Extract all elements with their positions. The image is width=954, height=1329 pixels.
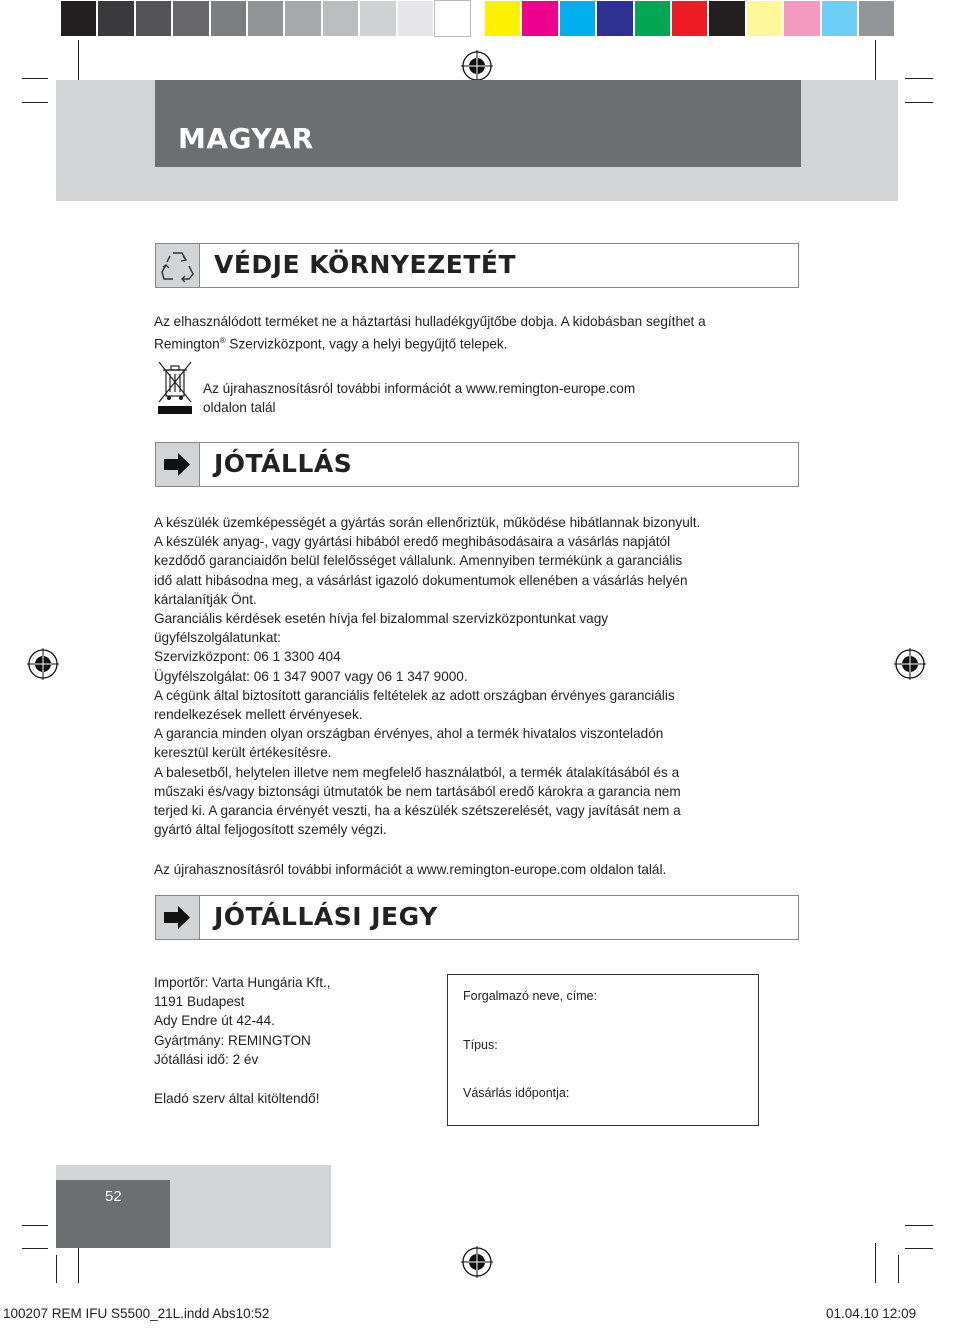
crop-mark [56, 1255, 57, 1283]
warranty-line: A készülék üzemképességét a gyártás során ellenőriztük, működése hibátlannak bizonyult. [154, 515, 701, 530]
warranty-footer-text: Az újrahasznosításról további információt a www.remington-europe.com oldalon talál. [154, 862, 667, 877]
color-swatch [596, 0, 633, 37]
warranty-line: rendelkezések mellett érvényesek. [154, 707, 363, 723]
warranty-line: A készülék anyag-, vagy gyártási hibából eredő meghibásodásaira a vásárlás napjától [154, 534, 671, 550]
color-swatch [671, 0, 708, 37]
recycle-info-text [203, 379, 635, 417]
warranty-text [154, 513, 700, 839]
warranty-line: keresztül került értékesítésre. [154, 745, 332, 761]
crop-mark [905, 1248, 933, 1249]
crop-mark [905, 1225, 933, 1226]
type-field-label: Típus: [463, 1038, 498, 1052]
warranty-line: A garancia minden olyan országban érvényes, ahol a termék hivatalos viszonteladón [154, 726, 664, 742]
warranty-line: kezdődő garanciaidőn belül felelősséget vállalunk. Amennyiben termékünk a garanciális [154, 553, 683, 569]
gray-swatch [135, 0, 172, 37]
color-swatch [858, 0, 895, 37]
seller-note: Eladó szerv által kitöltendő! [154, 1091, 320, 1106]
warranty-line: Ügyfélszolgálat: 06 1 347 9007 vagy 06 1 347 9000. [154, 668, 468, 684]
color-swatch [521, 0, 558, 37]
importer-info [154, 973, 331, 1069]
environment-line: Az elhasználódott terméket ne a háztartási hulladékgyűjtőbe dobja. A kidobásban segíthet a [154, 314, 706, 329]
section-header-warranty [155, 442, 799, 487]
gray-swatch [247, 0, 284, 37]
gray-swatch [60, 0, 97, 37]
gray-swatch [97, 0, 134, 37]
crop-mark [875, 40, 876, 85]
crop-mark [875, 1243, 876, 1283]
date-slug: 01.04.10 12:09 [826, 1306, 917, 1321]
crop-mark [905, 102, 933, 103]
warranty-line: kártalanítják Önt. [154, 591, 257, 607]
warranty-line: gyártó által feljogosított személy végzi. [154, 822, 387, 838]
color-swatch [484, 0, 521, 37]
gray-swatch [172, 0, 209, 37]
crop-mark [22, 78, 48, 79]
color-swatch [783, 0, 820, 37]
crop-mark [22, 102, 48, 103]
importer-line: Gyártmány: REMINGTON [154, 1032, 311, 1048]
environment-text [154, 312, 706, 354]
page-title: MAGYAR [178, 122, 314, 155]
recycle-info-line: Az újrahasznosításról további információt a www.remington-europe.com [203, 381, 636, 396]
arrow-right-icon [156, 896, 200, 939]
recycle-info-line: oldalon talál [203, 400, 276, 416]
warranty-line: ügyfélszolgálatunkat: [154, 630, 281, 646]
warranty-line: A balesetből, helytelen illetve nem megfelelő használatból, a termék átalakításából és a [154, 764, 680, 780]
crop-mark [898, 1255, 899, 1283]
gray-swatch [284, 0, 321, 37]
section-title: VÉDJE KÖRNYEZETÉT [214, 250, 517, 279]
registration-mark-icon [27, 648, 59, 680]
crop-mark [22, 1225, 48, 1226]
brand-name: Remington [154, 336, 220, 352]
warranty-line: műszaki és/vagy biztonsági útmutatók be nem tartásából eredő károkra a garancia nem [154, 783, 681, 799]
weee-bin-icon [155, 358, 195, 416]
environment-line [154, 331, 706, 354]
importer-line: Jótállási idő: 2 év [154, 1051, 259, 1067]
gray-swatch [434, 0, 471, 37]
gray-swatch [359, 0, 396, 37]
dealer-field-label: Forgalmazó neve, címe: [463, 989, 598, 1003]
warranty-line: A cégünk által biztosított garanciális feltételek az adott országban érvényes garanciális [154, 687, 675, 703]
warranty-line: terjed ki. A garancia érvényét veszti, ha a készülék szétszerelését, vagy javítását nem a [154, 803, 681, 819]
registration-mark-icon [894, 648, 926, 680]
crop-mark [78, 1243, 79, 1283]
crop-mark [22, 1248, 48, 1249]
importer-line: 1191 Budapest [154, 994, 245, 1010]
color-swatch [746, 0, 783, 37]
warranty-form-box [447, 974, 759, 1126]
registration-mark-icon [461, 50, 493, 82]
color-swatch [708, 0, 745, 37]
crop-mark [78, 40, 79, 85]
warranty-line: Garanciális kérdések esetén hívja fel bizalommal szervizközpontunkat vagy [154, 611, 609, 627]
warranty-line: Szervizközpont: 06 1 3300 404 [154, 649, 341, 665]
color-swatch [559, 0, 596, 37]
page-number: 52 [105, 1188, 122, 1205]
recycle-icon [156, 244, 200, 287]
warranty-line: idő alatt hibásodna meg, a vásárlást igazoló dokumentumok ellenében a vásárlás helyén [154, 572, 688, 588]
section-title: JÓTÁLLÁS [214, 449, 353, 478]
environment-text-tail: Szervizközpont, vagy a helyi begyűjtő telepek. [225, 336, 508, 352]
section-header-environment [155, 243, 799, 288]
purchase-date-field-label: Vásárlás időpontja: [463, 1086, 570, 1100]
importer-line: Importőr: Varta Hungária Kft., [154, 975, 331, 990]
gray-swatch [397, 0, 434, 37]
arrow-right-icon [156, 443, 200, 486]
registration-mark-icon [461, 1246, 493, 1278]
color-swatch [634, 0, 671, 37]
file-slug: 100207 REM IFU S5500_21L.indd Abs10:52 [3, 1306, 270, 1321]
section-header-warranty-card [155, 895, 799, 940]
registered-mark: ® [219, 336, 226, 346]
gray-swatch [210, 0, 247, 37]
gray-swatch [322, 0, 359, 37]
color-swatch [821, 0, 858, 37]
section-title: JÓTÁLLÁSI JEGY [214, 902, 438, 931]
importer-line: Ady Endre út 42-44. [154, 1013, 275, 1029]
crop-mark [905, 78, 933, 79]
